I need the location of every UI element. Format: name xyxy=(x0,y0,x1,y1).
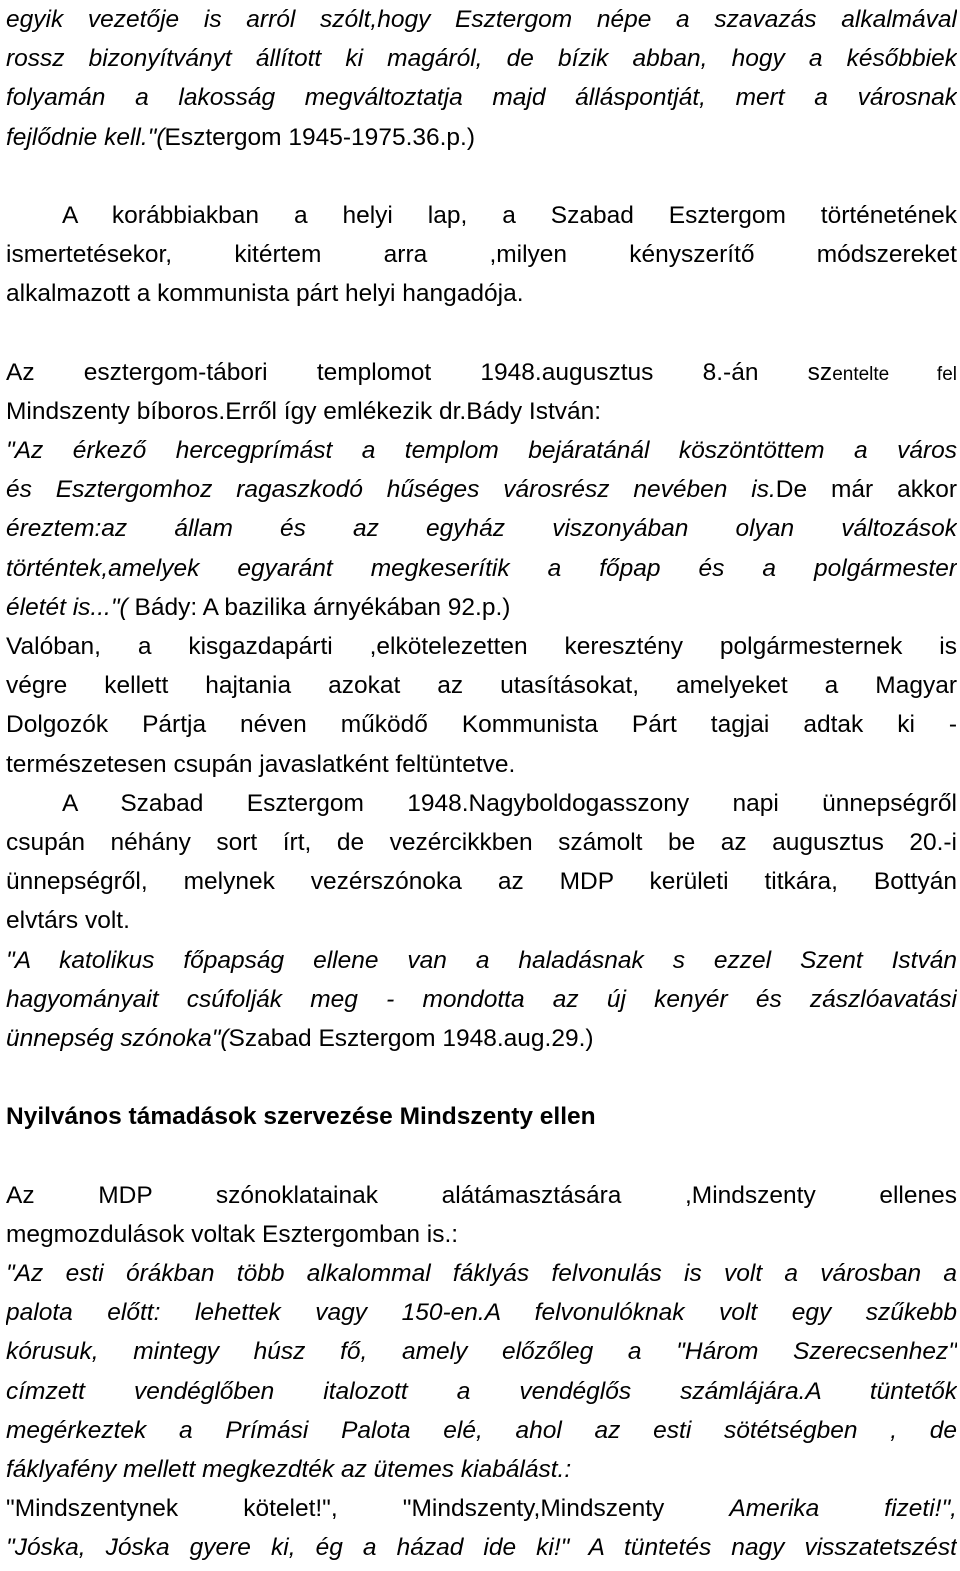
text-line: elvtárs volt. xyxy=(6,907,130,935)
text-line: rossz bizonyítványt állított ki magáról, de bízik abban, hogy a későbbiek xyxy=(6,45,957,73)
section-heading: Nyilvános támadások szervezése Mindszenty ellen xyxy=(6,1103,596,1131)
text-line: Az MDP szónoklatainak alátámasztására ,Mindszenty ellenes xyxy=(6,1181,957,1209)
text-line: csupán néhány sort írt, de vezércikkben számolt be az augusztus 20.-i xyxy=(6,828,957,856)
quote-line: kórusuk, mintegy húsz fő, amely előzőleg a "Három Szerecsenhez" xyxy=(6,1338,957,1366)
citation: Bády: A bazilika árnyékában 92.p.) xyxy=(127,593,511,621)
italic-run: A tüntetés nagy visszatetszést xyxy=(588,1534,957,1562)
quote-line: fáklyafény mellett megkezdték az ütemes kiabálást.: xyxy=(6,1455,572,1483)
quote-line: palota előtt: lehettek vagy 150-en.A felvonulóknak volt egy szűkebb xyxy=(6,1299,957,1327)
text-line: folyamán a lakosság megváltoztatja majd álláspontját, mert a városnak xyxy=(6,84,957,112)
quote-line xyxy=(6,470,957,509)
text-line: A Szabad Esztergom 1948.Nagyboldogasszony napi ünnepségről xyxy=(62,789,957,817)
text-run: De már akkor xyxy=(775,476,957,504)
paragraph-gap xyxy=(6,157,957,196)
quote-line: hagyományait csúfolják meg - mondotta az új kenyér és zászlóavatási xyxy=(6,985,957,1013)
text-line: megmozdulások voltak Esztergomban is.: xyxy=(6,1220,459,1248)
text-run: Az esztergom-tábori templomot 1948.augusztus 8.-án sz xyxy=(6,358,833,386)
text-line xyxy=(6,353,957,392)
italic-run: fejlődnie kell."( xyxy=(6,123,165,151)
text-line: egyik vezetője is arról szólt,hogy Esztergom népe a szavazás alkalmával xyxy=(6,6,957,33)
quote-line: "A katolikus főpapság ellene van a haladásnak s ezzel Szent István xyxy=(6,946,957,974)
italic-run: Amerika fizeti!", xyxy=(729,1495,957,1523)
text-line: természetesen csupán javaslatként feltüntetve. xyxy=(6,750,516,778)
text-line: ünnepségről, melynek vezérszónoka az MDP kerületi titkára, Bottyán xyxy=(6,868,957,896)
quote-line xyxy=(6,1019,957,1058)
paragraph-gap xyxy=(6,1136,957,1175)
text-line: ismertetésekor, kitértem arra ,milyen kényszerítő módszereket xyxy=(6,241,957,269)
quote-line xyxy=(6,588,957,627)
text-line: Dolgozók Pártja néven működő Kommunista Párt tagjai adtak ki - xyxy=(6,711,957,739)
small-text-run: entelte fel xyxy=(832,363,957,385)
text-line: A korábbiakban a helyi lap, a Szabad Esztergom történetének xyxy=(62,201,957,229)
quote-line: "Az esti órákban több alkalommal fáklyás felvonulás is volt a városban a xyxy=(6,1260,957,1287)
citation: Szabad Esztergom 1948.aug.29.) xyxy=(228,1024,594,1052)
italic-run: és Esztergomhoz ragaszkodó hűséges városrész nevében is. xyxy=(6,476,776,504)
italic-run: életét is..."( xyxy=(6,593,128,621)
text-line xyxy=(6,118,957,157)
italic-run: "Jóska, Jóska gyere ki, ég a házad ide ki!" xyxy=(6,1534,589,1562)
quote-line xyxy=(6,1489,957,1528)
text-line: Valóban, a kisgazdapárti ,elkötelezetten keresztény polgármesternek is xyxy=(6,633,957,660)
paragraph-gap xyxy=(6,1058,957,1097)
quote-line xyxy=(6,1528,957,1567)
text-line: alkalmazott a kommunista párt helyi hangadója. xyxy=(6,280,524,308)
citation: Esztergom 1945-1975.36.p.) xyxy=(164,123,476,151)
quote-line: "Az érkező hercegprímást a templom bejáratánál köszöntöttem a város xyxy=(6,437,957,465)
quote-line: történtek,amelyek egyaránt megkeserítik a főpap és a polgármester xyxy=(6,554,957,582)
italic-run: ünnepség szónoka"( xyxy=(6,1024,229,1052)
paragraph-gap xyxy=(6,314,957,353)
quote-line: címzett vendéglőben italozott a vendéglős számlájára.A tüntetők xyxy=(6,1377,957,1405)
text-run: "Mindszentynek kötelet!", "Mindszenty,Mindszenty xyxy=(6,1495,730,1523)
text-line: Mindszenty bíboros.Erről így emlékezik dr.Bády István: xyxy=(6,397,602,425)
quote-line: megérkeztek a Prímási Palota elé, ahol az esti sötétségben , de xyxy=(6,1416,957,1444)
text-line: végre kellett hajtania azokat az utasításokat, amelyeket a Magyar xyxy=(6,672,957,700)
quote-line: éreztem:az állam és az egyház viszonyában olyan változások xyxy=(6,515,957,543)
